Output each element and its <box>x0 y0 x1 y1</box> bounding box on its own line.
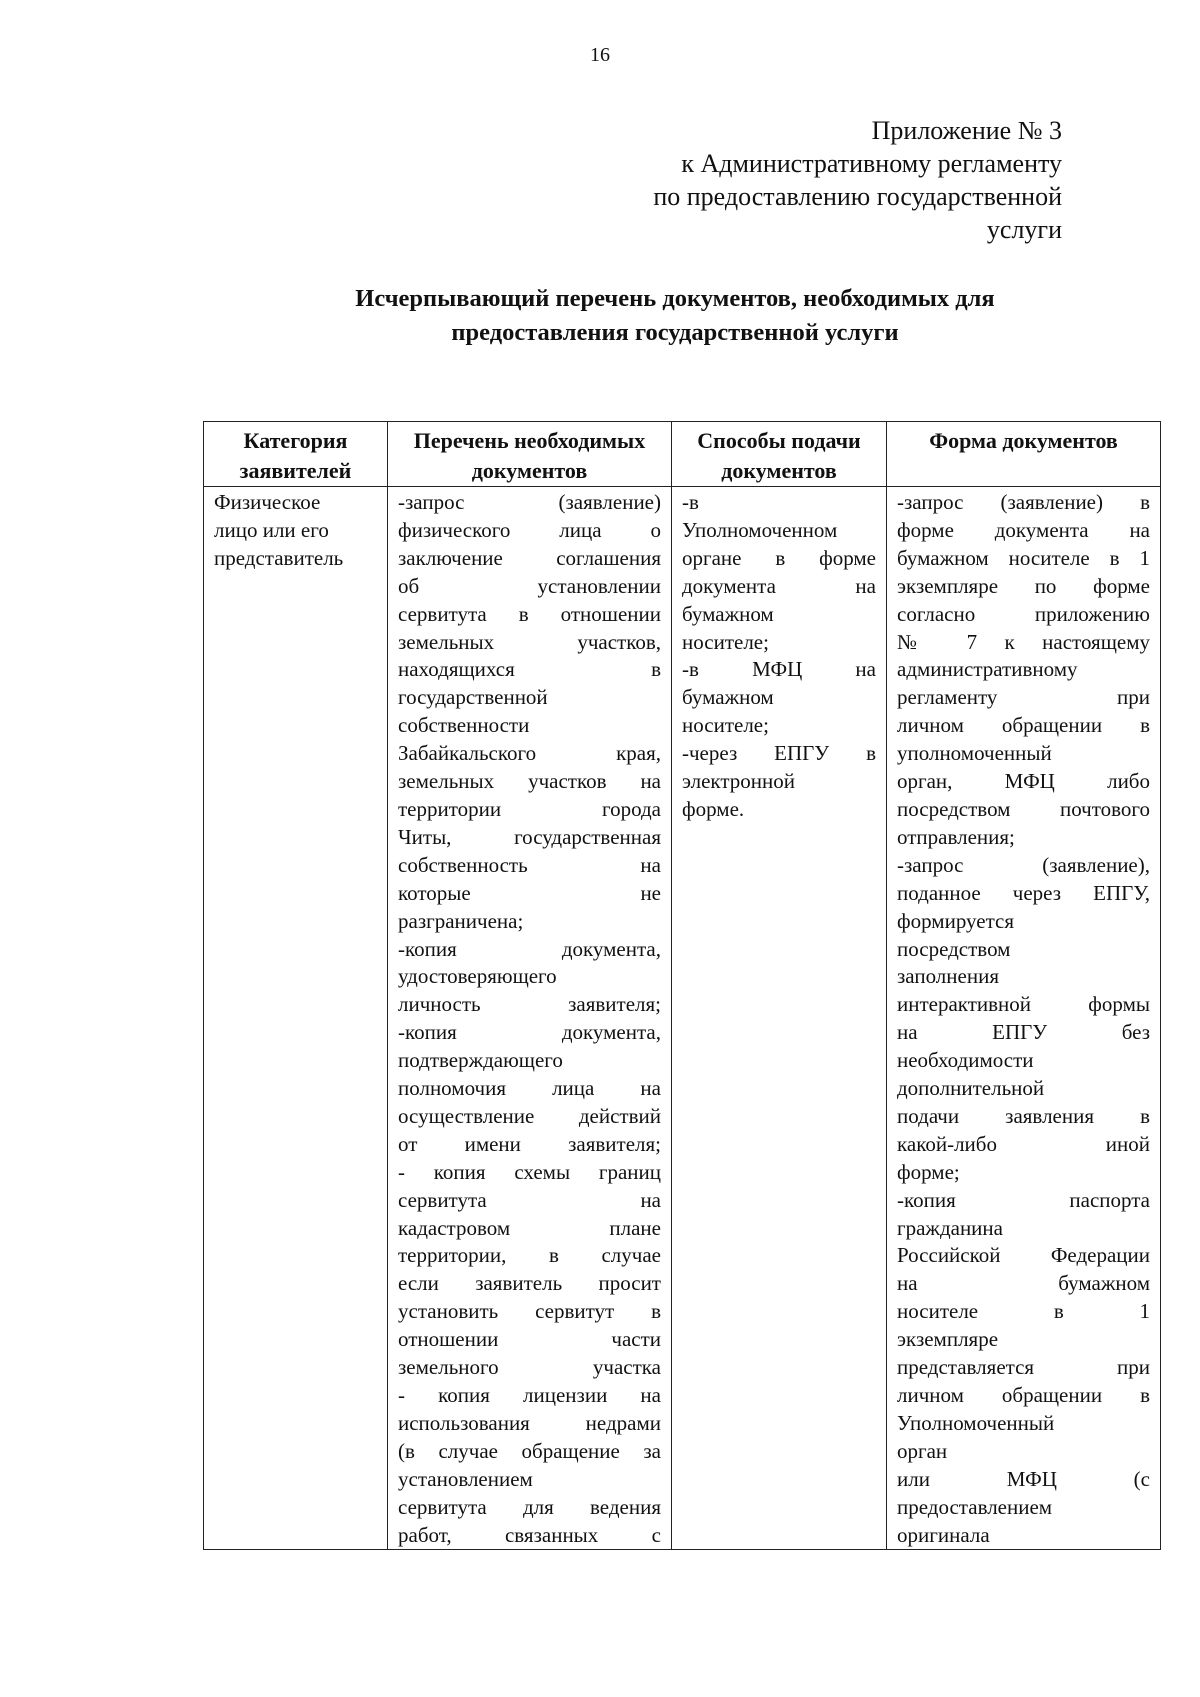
methods-line: -в МФЦ на <box>682 657 876 682</box>
category-line: Физическое <box>214 490 321 514</box>
methods-line: органе в форме <box>682 545 876 570</box>
header-category: Категория заявителей <box>204 422 388 487</box>
table-header-row <box>204 422 1161 487</box>
methods-line: носителе; <box>682 713 769 738</box>
documents-line: земельных участков, <box>398 629 661 654</box>
appendix-line: услуги <box>986 215 1062 244</box>
documents-line: личность заявителя; <box>398 992 661 1017</box>
forms-line: на бумажном <box>897 1271 1150 1296</box>
forms-line: оригинала <box>897 1522 990 1547</box>
documents-line: установлением <box>398 1466 533 1491</box>
forms-line: регламенту при <box>897 685 1150 710</box>
documents-table <box>203 421 1161 1550</box>
documents-line: сервитута на <box>398 1187 661 1212</box>
forms-line: орган, МФЦ либо <box>897 769 1150 794</box>
forms-line: орган <box>897 1438 948 1463</box>
methods-line: бумажном <box>682 685 774 710</box>
forms-line: -запрос (заявление), <box>897 852 1150 877</box>
documents-line: отношении части <box>398 1327 661 1352</box>
header-forms: Форма документов <box>887 422 1161 487</box>
forms-line: посредством <box>897 936 1011 961</box>
documents-line: разграничена; <box>398 908 524 933</box>
forms-line: административному <box>897 657 1078 682</box>
forms-line: личном обращении в <box>897 1383 1150 1407</box>
forms-line: предоставлением <box>897 1494 1053 1519</box>
documents-line: об установлении <box>398 573 661 598</box>
documents-line: Читы, государственная <box>398 824 661 849</box>
forms-line: экземпляре <box>897 1327 999 1352</box>
page-number: 16 <box>590 44 610 66</box>
methods-line: бумажном <box>682 601 774 626</box>
forms-line: форме; <box>897 1159 960 1184</box>
documents-line: Забайкальского края, <box>398 741 661 766</box>
category-cell <box>204 487 388 1550</box>
document-title <box>300 282 1050 350</box>
methods-cell <box>672 487 887 1550</box>
appendix-line: по предоставлению государственной <box>653 182 1062 211</box>
documents-line: находящихся в <box>398 657 661 682</box>
forms-line: или МФЦ (с <box>897 1466 1150 1491</box>
appendix-heading <box>653 114 1062 246</box>
documents-line: (в случае обращение за <box>398 1438 661 1463</box>
category-line: лицо или его <box>214 517 329 542</box>
forms-line: № 7 к настоящему <box>897 629 1150 654</box>
forms-cell <box>887 487 1161 1550</box>
forms-line: -запрос (заявление) в <box>897 490 1150 514</box>
documents-line: собственность на <box>398 852 661 877</box>
forms-line: заполнения <box>897 964 999 989</box>
forms-line: бумажном носителе в 1 <box>897 545 1150 570</box>
forms-line: какой-либо иной <box>897 1131 1150 1156</box>
header-methods: Способы подачи документов <box>672 422 887 487</box>
documents-line: удостоверяющего <box>398 964 557 989</box>
documents-line: сервитута в отношении <box>398 601 661 626</box>
forms-line: уполномоченный <box>897 741 1052 766</box>
documents-line: земельного участка <box>398 1355 661 1380</box>
documents-line: земельных участков на <box>398 769 661 794</box>
table-row <box>204 487 1161 1550</box>
forms-line: Уполномоченный <box>897 1410 1055 1435</box>
appendix-line: Приложение № 3 <box>871 116 1062 145</box>
documents-line: заключение соглашения <box>398 545 661 570</box>
title-line-1: Исчерпывающий перечень документов, необходимых для <box>355 285 995 312</box>
documents-line: от имени заявителя; <box>398 1131 661 1156</box>
forms-line: на ЕПГУ без <box>897 1020 1150 1045</box>
forms-line: носителе в 1 <box>897 1299 1150 1324</box>
methods-line: -в <box>682 490 699 514</box>
methods-line: документа на <box>682 573 876 598</box>
documents-line: осуществление действий <box>398 1103 661 1128</box>
header-documents: Перечень необходимых документов <box>388 422 672 487</box>
documents-line: установить сервитут в <box>398 1299 661 1324</box>
forms-line: дополнительной <box>897 1076 1045 1101</box>
documents-line: если заявитель просит <box>398 1271 661 1296</box>
documents-line: работ, связанных с <box>398 1522 661 1547</box>
documents-line: -копия документа, <box>398 1020 661 1045</box>
methods-line: электронной <box>682 769 796 794</box>
documents-line: -запрос (заявление) <box>398 490 661 514</box>
title-line-2: предоставления государственной услуги <box>451 319 899 346</box>
documents-line: - копия схемы границ <box>398 1159 661 1184</box>
forms-line: интерактивной формы <box>897 992 1150 1017</box>
forms-line: форме документа на <box>897 517 1150 542</box>
documents-line: собственности <box>398 713 530 738</box>
methods-line: Уполномоченном <box>682 517 838 542</box>
forms-line: -копия паспорта <box>897 1187 1150 1212</box>
documents-line: территории города <box>398 796 661 821</box>
forms-line: согласно приложению <box>897 601 1150 626</box>
documents-line: полномочия лица на <box>398 1076 661 1101</box>
appendix-line: к Административному регламенту <box>681 149 1062 178</box>
forms-line: Российской Федерации <box>897 1243 1150 1268</box>
forms-line: формируется <box>897 908 1014 933</box>
documents-line: - копия лицензии на <box>398 1383 661 1407</box>
forms-line: представляется при <box>897 1355 1150 1380</box>
forms-line: поданное через ЕПГУ, <box>897 880 1150 905</box>
methods-line: -через ЕПГУ в <box>682 741 876 766</box>
documents-line: -копия документа, <box>398 936 661 961</box>
forms-line: подачи заявления в <box>897 1103 1150 1128</box>
documents-line: кадастровом плане <box>398 1215 661 1240</box>
forms-line: посредством почтового <box>897 796 1150 821</box>
documents-line: государственной <box>398 685 548 710</box>
documents-line: территории, в случае <box>398 1243 661 1268</box>
documents-line: физического лица о <box>398 517 661 542</box>
forms-line: отправления; <box>897 824 1015 849</box>
documents-line: сервитута для ведения <box>398 1494 661 1519</box>
methods-line: форме. <box>682 796 745 821</box>
documents-line: которые не <box>398 880 661 905</box>
forms-line: личном обращении в <box>897 713 1150 738</box>
methods-line: носителе; <box>682 629 769 654</box>
category-line: представитель <box>214 545 344 570</box>
documents-line: подтверждающего <box>398 1048 563 1073</box>
forms-line: экземпляре по форме <box>897 573 1150 598</box>
forms-line: гражданина <box>897 1215 1003 1240</box>
documents-line: использования недрами <box>398 1410 661 1435</box>
forms-line: необходимости <box>897 1048 1034 1073</box>
documents-cell <box>388 487 672 1550</box>
